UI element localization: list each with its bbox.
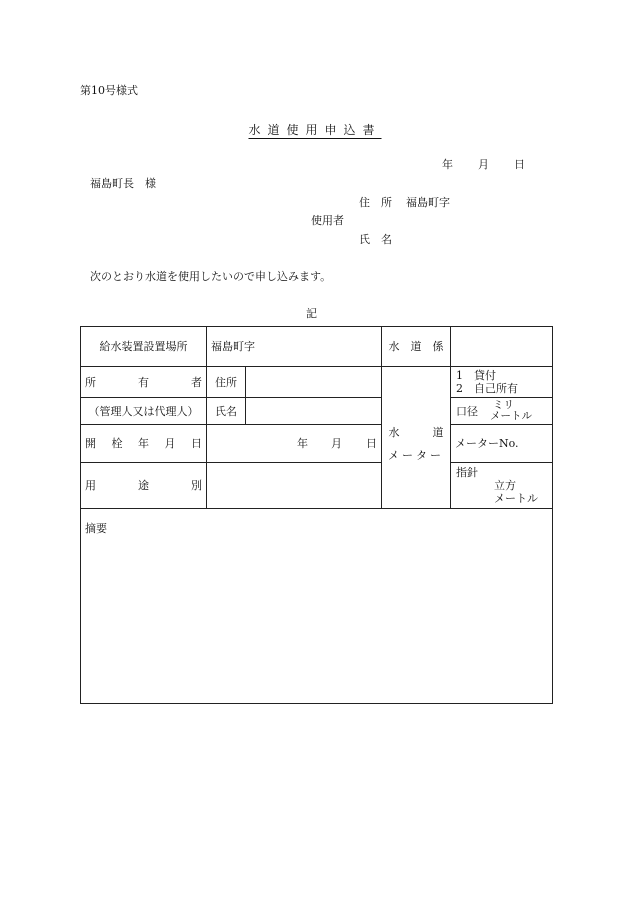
owner-name-value[interactable] — [246, 398, 382, 425]
remarks-cell[interactable] — [81, 509, 553, 704]
date-month: 月 — [478, 158, 489, 171]
open-char-5: 日 — [191, 437, 202, 450]
reading-unit-1: 立方 — [494, 479, 516, 492]
supply-location-label: 給水装置設置場所 — [81, 327, 207, 367]
diameter-unit-1: ミリ — [493, 399, 514, 411]
reading-label: 指針 — [456, 466, 478, 479]
usage-value[interactable] — [207, 463, 382, 509]
owner-address-label: 住所 — [207, 367, 246, 398]
diameter-unit — [490, 400, 532, 422]
supply-location-value: 福島町字 — [207, 327, 382, 367]
document-title-text: 水道使用申込書 — [248, 123, 382, 137]
ki-mark: 記 — [306, 307, 317, 320]
row-remarks — [81, 509, 553, 704]
document-title — [0, 121, 630, 138]
open-date-year: 年 — [297, 437, 308, 450]
usage-label-chars — [85, 479, 202, 492]
intro-text: 次のとおり水道を使用したいので申し込みます。 — [90, 270, 332, 283]
diameter-label: 口径 — [456, 404, 478, 418]
own-option: 2 自己所有 — [456, 382, 518, 395]
meter-label-top: 水 道 — [388, 425, 444, 439]
remarks-label: 摘要 — [85, 522, 107, 535]
open-char-4: 月 — [164, 437, 176, 450]
ownership-options — [451, 367, 553, 398]
reading-unit-2: メートル — [494, 492, 538, 505]
owner-address-value[interactable] — [246, 367, 382, 398]
row-open-date — [81, 425, 553, 463]
open-char-3: 年 — [138, 437, 149, 450]
open-label — [81, 425, 207, 463]
reading-cell — [451, 463, 553, 509]
date-line — [442, 156, 525, 172]
open-date-value[interactable] — [207, 425, 382, 463]
owner-label — [85, 376, 202, 389]
meter-label-bottom: メーター — [388, 448, 444, 462]
addressee: 福島町長 様 — [90, 177, 156, 190]
diameter-cell — [451, 398, 553, 425]
meter-no-label: メーターNo. — [451, 425, 553, 463]
owner-char-3: 者 — [191, 375, 202, 389]
usage-char-3: 別 — [191, 479, 202, 492]
loan-option: 1 貸付 — [456, 369, 496, 382]
owner-name-label: 氏名 — [207, 398, 246, 425]
owner-char-1: 所 — [85, 375, 96, 389]
meter-label-cell — [382, 367, 451, 509]
usage-char-2: 途 — [138, 479, 149, 492]
open-label-chars — [85, 437, 202, 450]
date-year: 年 — [442, 158, 453, 171]
diameter-unit-2: メートル — [490, 410, 532, 422]
applicant-name-label: 氏 名 — [359, 233, 392, 246]
open-char-2: 栓 — [111, 437, 123, 450]
open-char-1: 開 — [85, 437, 96, 450]
owner-sub-label: （管理人又は代理人） — [81, 398, 207, 425]
row-owner-name — [81, 398, 553, 425]
water-dept-label: 水 道 係 — [382, 327, 451, 367]
usage-char-1: 用 — [85, 479, 96, 492]
usage-label — [81, 463, 207, 509]
owner-char-2: 有 — [138, 375, 149, 389]
form-number: 第10号様式 — [80, 84, 138, 97]
applicant-user-label: 使用者 — [311, 214, 344, 227]
row-usage — [81, 463, 553, 509]
owner-label-cell — [81, 367, 207, 398]
row-supply-location — [81, 327, 553, 367]
row-owner-address — [81, 367, 553, 398]
applicant-address-value: 福島町字 — [406, 196, 450, 209]
applicant-address-label: 住 所 — [359, 196, 392, 209]
water-dept-value[interactable] — [451, 327, 553, 367]
open-date-month: 月 — [331, 437, 342, 450]
application-table — [80, 326, 553, 704]
date-day: 日 — [514, 158, 525, 171]
diameter-row — [456, 400, 547, 422]
open-date-day: 日 — [366, 437, 377, 450]
